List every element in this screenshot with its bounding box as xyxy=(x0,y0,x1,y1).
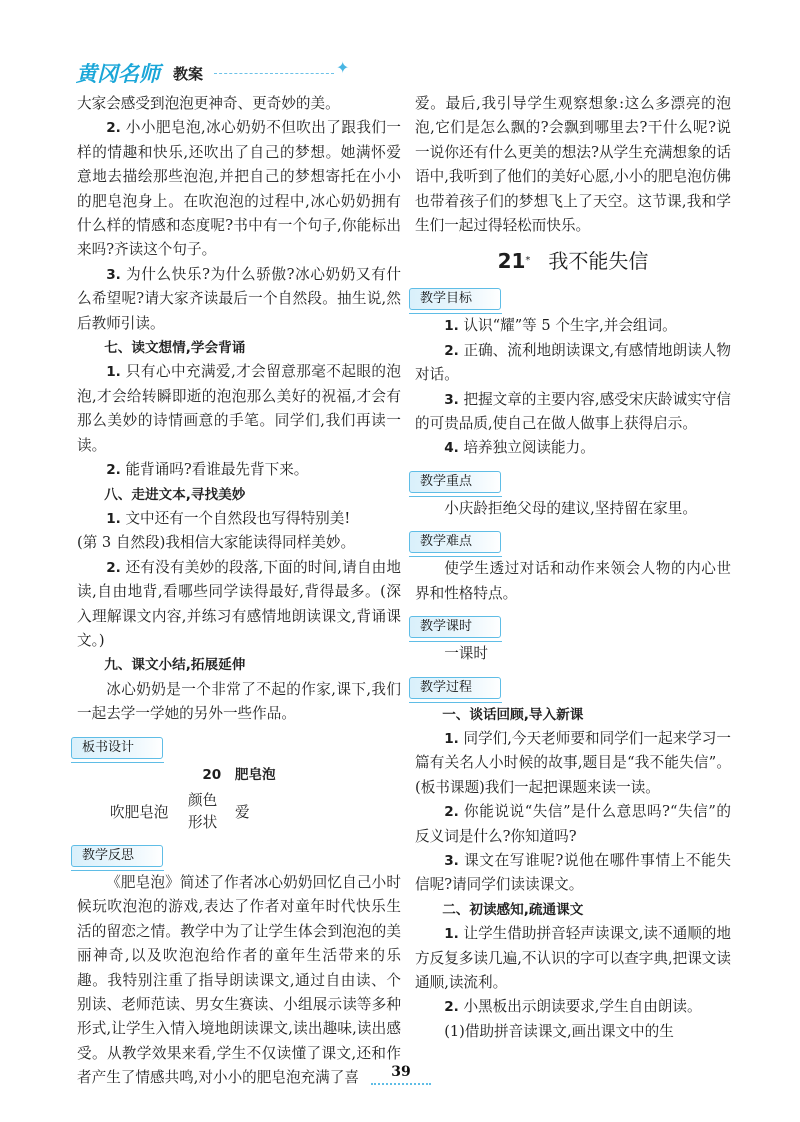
paragraph xyxy=(415,995,731,1019)
sparkle-icon: ✦ xyxy=(336,58,350,77)
item-text: 课文在写谁呢?说他在哪件事情上不能失信呢?请同学们读读课文。 xyxy=(415,851,732,894)
board-design-label: 板书设计 xyxy=(71,737,163,759)
item-number: 3. xyxy=(106,266,121,283)
item-text: 让学生借助拼音轻声读课文,读不通顺的地方反复多读几遍,不认识的字可以查字典,把课文读通顺,读流利。 xyxy=(415,925,732,991)
item-text: 冰心奶奶是一个非常了不起的作家,课下,我们一起去学一学她的另外一些作品。 xyxy=(77,680,401,723)
item-text: 你能说说“失信”是什么意思吗?“失信”的反义词是什么?你知道吗? xyxy=(415,803,731,845)
item-number: 1. xyxy=(444,926,459,943)
paragraph xyxy=(77,92,401,116)
section-heading: 七、读文想情,学会背诵 xyxy=(104,340,246,357)
header-divider xyxy=(214,73,334,74)
board-title: 20 肥皂泡 xyxy=(202,766,276,783)
right-column xyxy=(415,92,731,1044)
goals-list xyxy=(415,314,731,460)
item-text: 只有心中充满爱,才会留意那毫不起眼的泡泡,才会给转瞬即逝的泡泡那么美好的祝福,才会有那么美妙的诗情画意的手笔。同学们,我们再读一读。 xyxy=(77,363,402,454)
item-number: 1. xyxy=(106,510,121,527)
reflection-text: 《肥皂泡》简述了作者冰心奶奶回忆自己小时候玩吹泡泡的游戏,表达了作者对童年时代快乐生活的留恋之情。教学中为了让学生体会到泡泡的美丽神奇,以及吹泡泡给作者的童年生活带来的乐趣。我特别注重了指导朗读课文,通过自由读、个别读、老师范读、男女生赛读、小组展示读等多种形式,让学生入情入境地朗读课文,读出趣味,读出感受。从教学效果来看,学生不仅读懂了课文,还和作者产生了情感共鸣,对小小的肥皂泡充满了喜 xyxy=(77,873,401,1087)
difficulty-text: 使学生透过对话和动作来领会人物的内心世界和性格特点。 xyxy=(415,560,731,602)
process-label: 教学过程 xyxy=(409,677,501,699)
lesson-number: 21 xyxy=(497,249,526,274)
item-number: 2. xyxy=(444,999,459,1016)
brand-logo: 黄冈名师 xyxy=(76,62,160,86)
item-number: 2. xyxy=(106,559,121,576)
item-text: (第 3 自然段)我相信大家能读得同样美妙。 xyxy=(77,534,356,552)
paragraph xyxy=(415,339,731,388)
process-label-wrap xyxy=(409,675,731,697)
item-number: 1. xyxy=(444,318,459,335)
item-number: 4. xyxy=(444,440,459,457)
item-text: 小黑板出示朗读要求,学生自由朗读。 xyxy=(463,998,702,1016)
paragraph xyxy=(415,314,731,338)
paragraph xyxy=(77,556,401,654)
paragraph xyxy=(415,1020,731,1044)
item-text: 小小肥皂泡,冰心奶奶不但吹出了跟我们一样的情趣和快乐,还吹出了自己的梦想。她满怀爱意地去描绘那些泡泡,并把自己的梦想寄托在小小的肥皂泡身上。在吹泡泡的过程中,冰心奶奶拥有什么样的情感和态度呢?书中有一个句子,你能标出来吗?齐读这个句子。 xyxy=(77,119,402,259)
board-word-color: 颜色 xyxy=(188,791,218,809)
paragraph xyxy=(415,800,731,849)
item-number: 1. xyxy=(444,730,459,747)
item-text: 大家会感受到泡泡更神奇、更奇妙的美。 xyxy=(77,95,340,112)
paragraph xyxy=(77,678,401,727)
page-number: 39 xyxy=(391,1064,411,1080)
item-text: 培养独立阅读能力。 xyxy=(463,439,595,457)
board-diagram xyxy=(77,789,401,835)
paragraph xyxy=(415,388,731,437)
time-label-wrap xyxy=(409,614,731,636)
lesson-star: * xyxy=(525,255,531,267)
goals-label-wrap xyxy=(409,286,731,308)
difficulty-label: 教学难点 xyxy=(409,531,501,553)
section-heading: 九、课文小结,拓展延伸 xyxy=(104,657,246,674)
section-heading: 八、走进文本,寻找美妙 xyxy=(104,486,246,503)
brand-subtitle: 教案 xyxy=(173,65,204,83)
key-label: 教学重点 xyxy=(409,471,501,493)
board-main-text: 吹肥皂泡 xyxy=(110,803,169,821)
section-heading: 二、初读感知,疏通课文 xyxy=(442,901,584,918)
reflection-label: 教学反思 xyxy=(71,845,163,867)
board-design-label-wrap xyxy=(71,735,401,757)
paragraph xyxy=(415,922,731,995)
board-word-love: 爱 xyxy=(235,803,250,821)
process-list xyxy=(415,703,731,1045)
item-text: 同学们,今天老师要和同学们一起来学习一篇有关名人小时候的故事,题目是“我不能失信”。(板书课题)我们一起把课题来读一读。 xyxy=(415,729,732,796)
board-word-shape: 形状 xyxy=(188,813,218,831)
paragraph xyxy=(415,436,731,460)
key-label-wrap xyxy=(409,469,731,491)
paragraph xyxy=(415,727,731,800)
page-header xyxy=(62,56,362,88)
left-column xyxy=(77,92,401,1091)
item-number: 2. xyxy=(106,120,121,137)
key-text: 小庆龄拒绝父母的建议,坚持留在家里。 xyxy=(444,499,697,517)
item-text: 还有没有美妙的段落,下面的时间,请自由地读,自由地背,看哪些同学读得最好,背得最多。(深入理解课文内容,并练习有感情地朗读课文,背诵课文。) xyxy=(77,558,402,649)
lesson-title-text: 我不能失信 xyxy=(548,249,649,274)
item-text: 能背诵吗?看谁最先背下来。 xyxy=(125,461,309,479)
paragraph xyxy=(77,531,401,555)
item-text: 正确、流利地朗读课文,有感情地朗读人物对话。 xyxy=(415,341,732,384)
paragraph xyxy=(77,263,401,336)
paragraph xyxy=(77,116,401,262)
section-heading: 一、谈话回顾,导入新课 xyxy=(442,706,584,723)
lesson-title xyxy=(415,248,731,274)
item-number: 3. xyxy=(444,852,459,869)
difficulty-label-wrap xyxy=(409,529,731,551)
reflection-continuation: 爱。最后,我引导学生观察想象:这么多漂亮的泡泡,它们是怎么飘的?会飘到哪里去?干什么呢?说一说你还有什么更美的想法?从学生充满想象的话语中,我听到了他们的美好心愿,小小的肥皂泡仿佛也带着孩子们的梦想飞上了天空。这节课,我和学生们一起过得轻松而快乐。 xyxy=(415,95,731,235)
time-text: 一课时 xyxy=(444,645,488,663)
item-text: (1)借助拼音读课文,画出课文中的生 xyxy=(444,1022,674,1040)
item-number: 2. xyxy=(444,804,459,821)
paragraph xyxy=(77,507,401,531)
goals-label: 教学目标 xyxy=(409,288,501,310)
item-text: 认识“耀”等 5 个生字,并会组词。 xyxy=(463,317,677,335)
item-text: 文中还有一个自然段也写得特别美! xyxy=(125,509,351,527)
item-number: 1. xyxy=(106,364,121,381)
paragraph xyxy=(415,849,731,898)
paragraph xyxy=(77,360,401,458)
page-number-underline xyxy=(371,1083,431,1085)
paragraph xyxy=(77,458,401,482)
left-paragraphs xyxy=(77,92,401,727)
item-number: 2. xyxy=(106,462,121,479)
item-text: 把握文章的主要内容,感受宋庆龄诚实守信的可贵品质,使自己在做人做事上获得启示。 xyxy=(415,390,732,433)
item-number: 3. xyxy=(444,391,459,408)
item-text: 为什么快乐?为什么骄傲?冰心奶奶又有什么希望呢?请大家齐读最后一个自然段。抽生说,然后教师引读。 xyxy=(77,265,401,332)
item-number: 2. xyxy=(444,342,459,359)
time-label: 教学课时 xyxy=(409,616,501,638)
reflection-label-wrap xyxy=(71,843,401,865)
